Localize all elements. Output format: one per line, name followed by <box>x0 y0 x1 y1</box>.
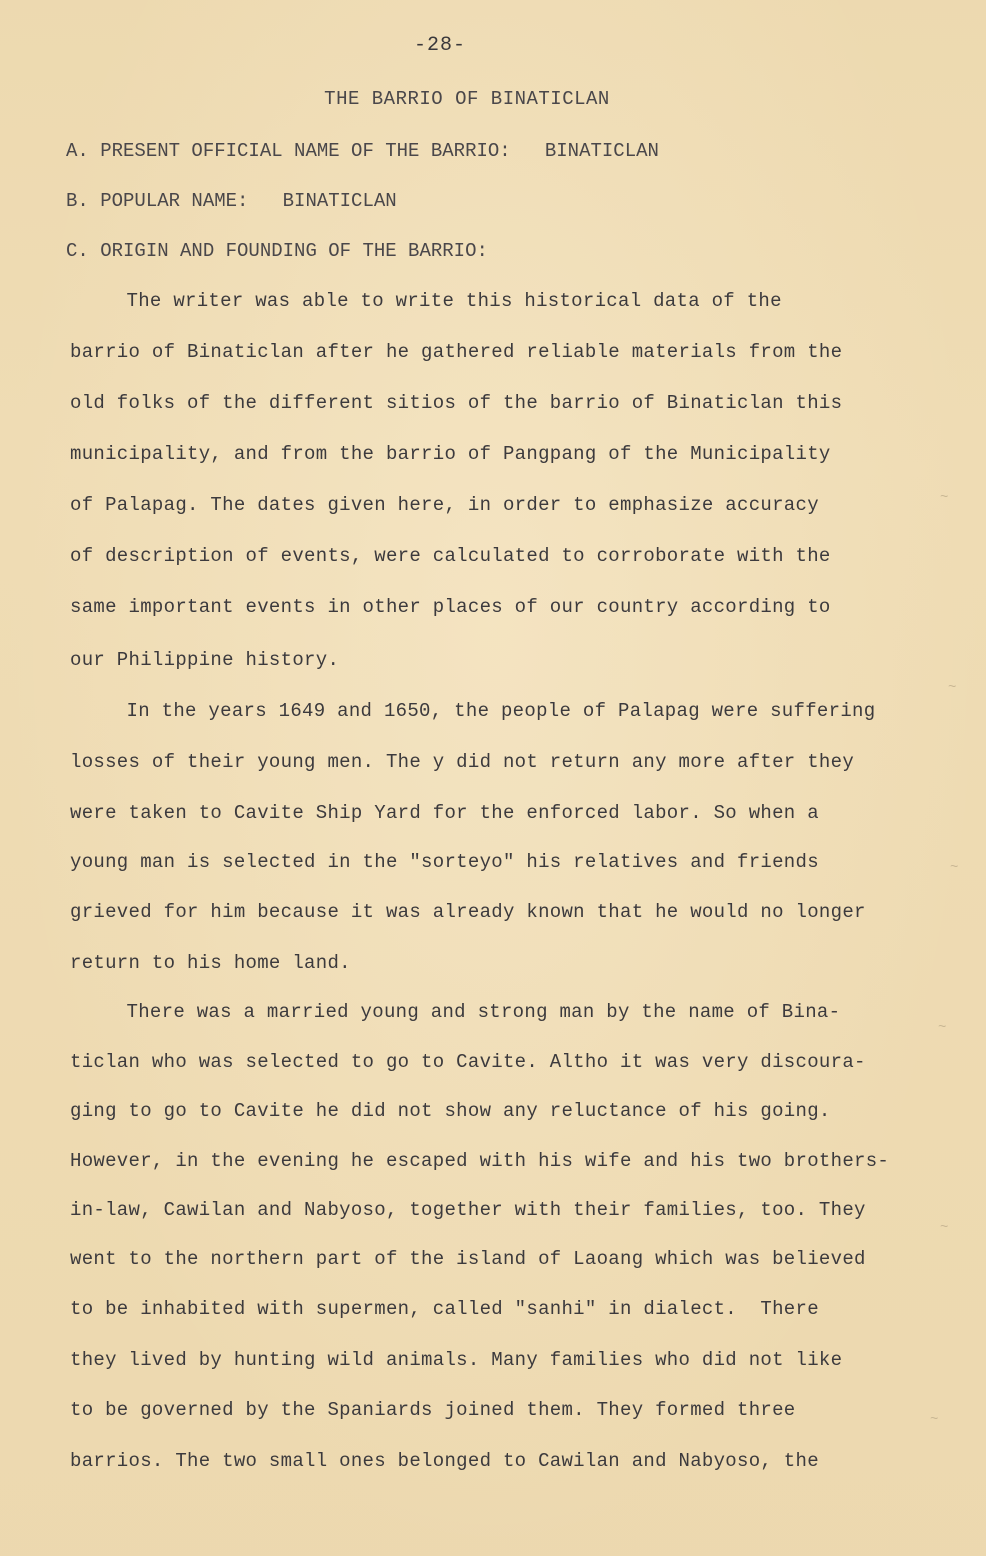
text-line: old folks of the different sitios of the barrio of Binaticlan this <box>70 392 843 414</box>
paper-speck: ~ <box>930 1412 939 1428</box>
text-line: In the years 1649 and 1650, the people of Palapag were suffering <box>68 700 876 722</box>
paper-speck: ~ <box>940 1220 949 1236</box>
text-line: grieved for him because it was already known that he would no longer <box>70 901 866 923</box>
page-title: THE BARRIO OF BINATICLAN <box>324 88 610 110</box>
text-line: same important events in other places of our country according to <box>70 596 831 618</box>
heading-official-name: A. PRESENT OFFICIAL NAME OF THE BARRIO: BINATICLAN <box>66 140 659 162</box>
paper-speck: ~ <box>940 490 949 506</box>
text-line: our Philippine history. <box>70 649 340 671</box>
text-line: of Palapag. The dates given here, in order to emphasize accuracy <box>70 494 819 516</box>
page-number: -28- <box>413 34 466 57</box>
text-line: municipality, and from the barrio of Pangpang of the Municipality <box>70 443 831 465</box>
text-line: There was a married young and strong man by the name of Bina- <box>68 1001 841 1023</box>
text-line: to be inhabited with supermen, called "sanhi" in dialect. There <box>70 1298 819 1320</box>
heading-popular-name: B. POPULAR NAME: BINATICLAN <box>66 190 397 212</box>
text-line: However, in the evening he escaped with his wife and his two brothers- <box>70 1150 890 1172</box>
text-line: barrios. The two small ones belonged to Cawilan and Nabyoso, the <box>70 1450 819 1472</box>
text-line: of description of events, were calculated to corroborate with the <box>70 545 831 567</box>
text-line: young man is selected in the "sorteyo" his relatives and friends <box>70 851 819 873</box>
text-line: The writer was able to write this historical data of the <box>68 290 782 312</box>
text-line: they lived by hunting wild animals. Many families who did not like <box>70 1349 843 1371</box>
text-line: barrio of Binaticlan after he gathered reliable materials from the <box>70 341 843 363</box>
paper-speck: ~ <box>950 860 959 876</box>
paper-speck: ~ <box>948 680 957 696</box>
text-line: went to the northern part of the island of Laoang which was believed <box>70 1248 866 1270</box>
paper-speck: ~ <box>938 1020 947 1036</box>
heading-origin: C. ORIGIN AND FOUNDING OF THE BARRIO: <box>66 240 488 262</box>
text-line: to be governed by the Spaniards joined them. They formed three <box>70 1399 796 1421</box>
text-line: ging to go to Cavite he did not show any reluctance of his going. <box>70 1100 831 1122</box>
text-line: were taken to Cavite Ship Yard for the enforced labor. So when a <box>70 802 819 824</box>
text-line: in-law, Cawilan and Nabyoso, together with their families, too. They <box>70 1199 866 1221</box>
text-line: ticlan who was selected to go to Cavite. Altho it was very discoura- <box>70 1051 866 1073</box>
text-line: return to his home land. <box>70 952 351 974</box>
text-line: losses of their young men. The y did not return any more after they <box>70 751 855 773</box>
